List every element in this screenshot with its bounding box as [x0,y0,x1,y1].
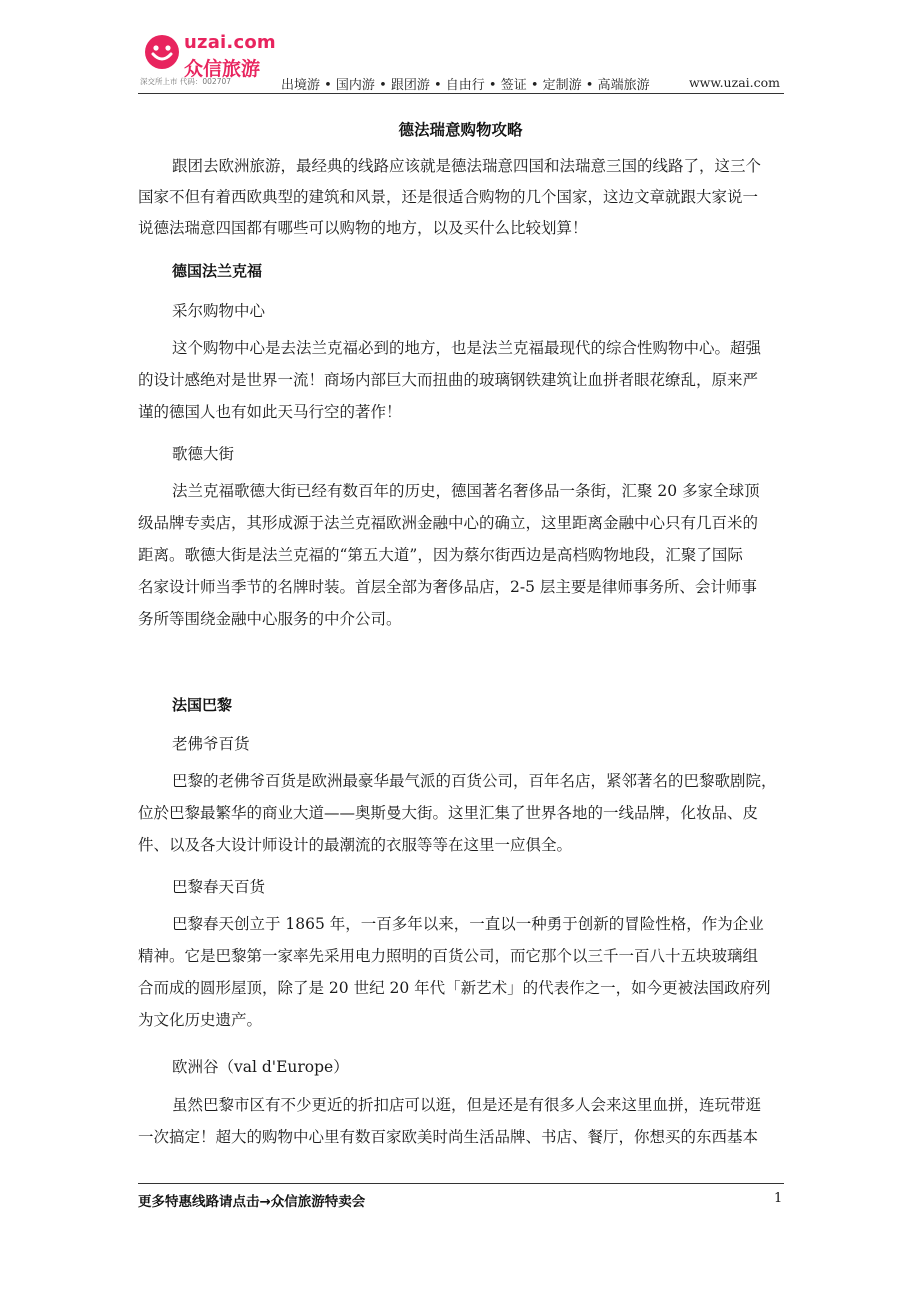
paragraph-line: 为文化历史遗产。 [138,1011,263,1029]
paragraph-line: 级品牌专卖店，其形成源于法兰克福欧洲金融中心的确立，这里距离金融中心只有几百米的 [138,514,759,532]
paragraph-line: 合而成的圆形屋顶，除了是 20 世纪 20 年代「新艺术」的代表作之一，如今更被法国政府列 [138,979,771,997]
paragraph-line: 巴黎春天创立于 1865 年，一百多年以来，一直以一种勇于创新的冒险性格，作为企业 [172,915,764,933]
page-title: 德法瑞意购物攻略 [398,121,523,139]
paragraph-line: 件、以及各大设计师设计的最潮流的衣服等等在这里一应俱全。 [138,836,573,854]
item-title-goethestrasse: 歌德大街 [172,445,235,463]
section-heading-frankfurt: 德国法兰克福 [172,262,263,280]
footer-divider [138,1183,784,1184]
paragraph-line: 谨的德国人也有如此天马行空的著作！ [138,403,402,421]
paragraph-line: 虽然巴黎市区有不少更近的折扣店可以逛，但是还是有很多人会来这里血拼，连玩带逛 [172,1096,762,1114]
page-number: 1 [774,1191,783,1206]
paragraph-line: 名家设计师当季节的名牌时装。首层全部为奢侈品店，2-5 层主要是律师事务所、会计师事 [138,578,757,596]
intro-line-3: 说德法瑞意四国都有哪些可以购物的地方，以及买什么比较划算！ [138,219,588,237]
paragraph-line: 务所等围绕金融中心服务的中介公司。 [138,610,402,628]
item-title-val-d-europe: 欧洲谷（val d'Europe） [172,1058,349,1076]
item-title-galeries-lafayette: 老佛爷百货 [172,735,250,753]
item-title-zeil: 采尔购物中心 [172,302,266,320]
site-url[interactable]: www.uzai.com [688,75,780,90]
smile-logo-icon [144,34,180,70]
paragraph-line: 的设计感绝对是世界一流！商场内部巨大而扭曲的玻璃钢铁建筑让血拼者眼花缭乱，原来严 [138,371,759,389]
paragraph-line: 距离。歌德大街是法兰克福的“第五大道”，因为蔡尔街西边是高档购物地段，汇聚了国际 [138,546,743,564]
item-title-printemps: 巴黎春天百货 [172,878,266,896]
paragraph-line: 巴黎的老佛爷百货是欧洲最豪华最气派的百货公司，百年名店，紧邻著名的巴黎歌剧院， [172,772,777,790]
intro-line-2: 国家不但有着西欧典型的建筑和风景，还是很适合购物的几个国家，这边文章就跟大家说一 [138,188,759,206]
header-nav[interactable]: 出境游 • 国内游 • 跟团游 • 自由行 • 签证 • 定制游 • 高端旅游 [281,78,650,93]
logo-stock-code: 深交所上市 代码：002707 [140,77,232,86]
paragraph-line: 精神。它是巴黎第一家率先采用电力照明的百货公司，而它那个以三千一百八十五块玻璃组 [138,947,759,965]
paragraph-line: 一次搞定！超大的购物中心里有数百家欧美时尚生活品牌、书店、餐厅，你想买的东西基本 [138,1128,759,1146]
paragraph-line: 法兰克福歌德大街已经有数百年的历史，德国著名奢侈品一条街，汇聚 20 多家全球顶 [172,482,760,500]
logo-brand: 众信旅游 [184,58,261,80]
section-heading-paris: 法国巴黎 [172,696,233,714]
paragraph-line: 位於巴黎最繁华的商业大道——奥斯曼大街。这里汇集了世界各地的一线品牌，化妆品、皮 [138,804,759,822]
uzai-logo[interactable] [138,28,276,90]
logo-domain: uzai.com [184,32,276,53]
page-header [138,28,784,96]
header-divider [138,93,784,94]
paragraph-line: 这个购物中心是去法兰克福必到的地方，也是法兰克福最现代的综合性购物中心。超强 [172,339,762,357]
intro-line-1: 跟团去欧洲旅游，最经典的线路应该就是德法瑞意四国和法瑞意三国的线路了，这三个 [172,157,762,175]
footer-promo-link[interactable]: 更多特惠线路请点击→众信旅游特卖会 [138,1194,366,1210]
